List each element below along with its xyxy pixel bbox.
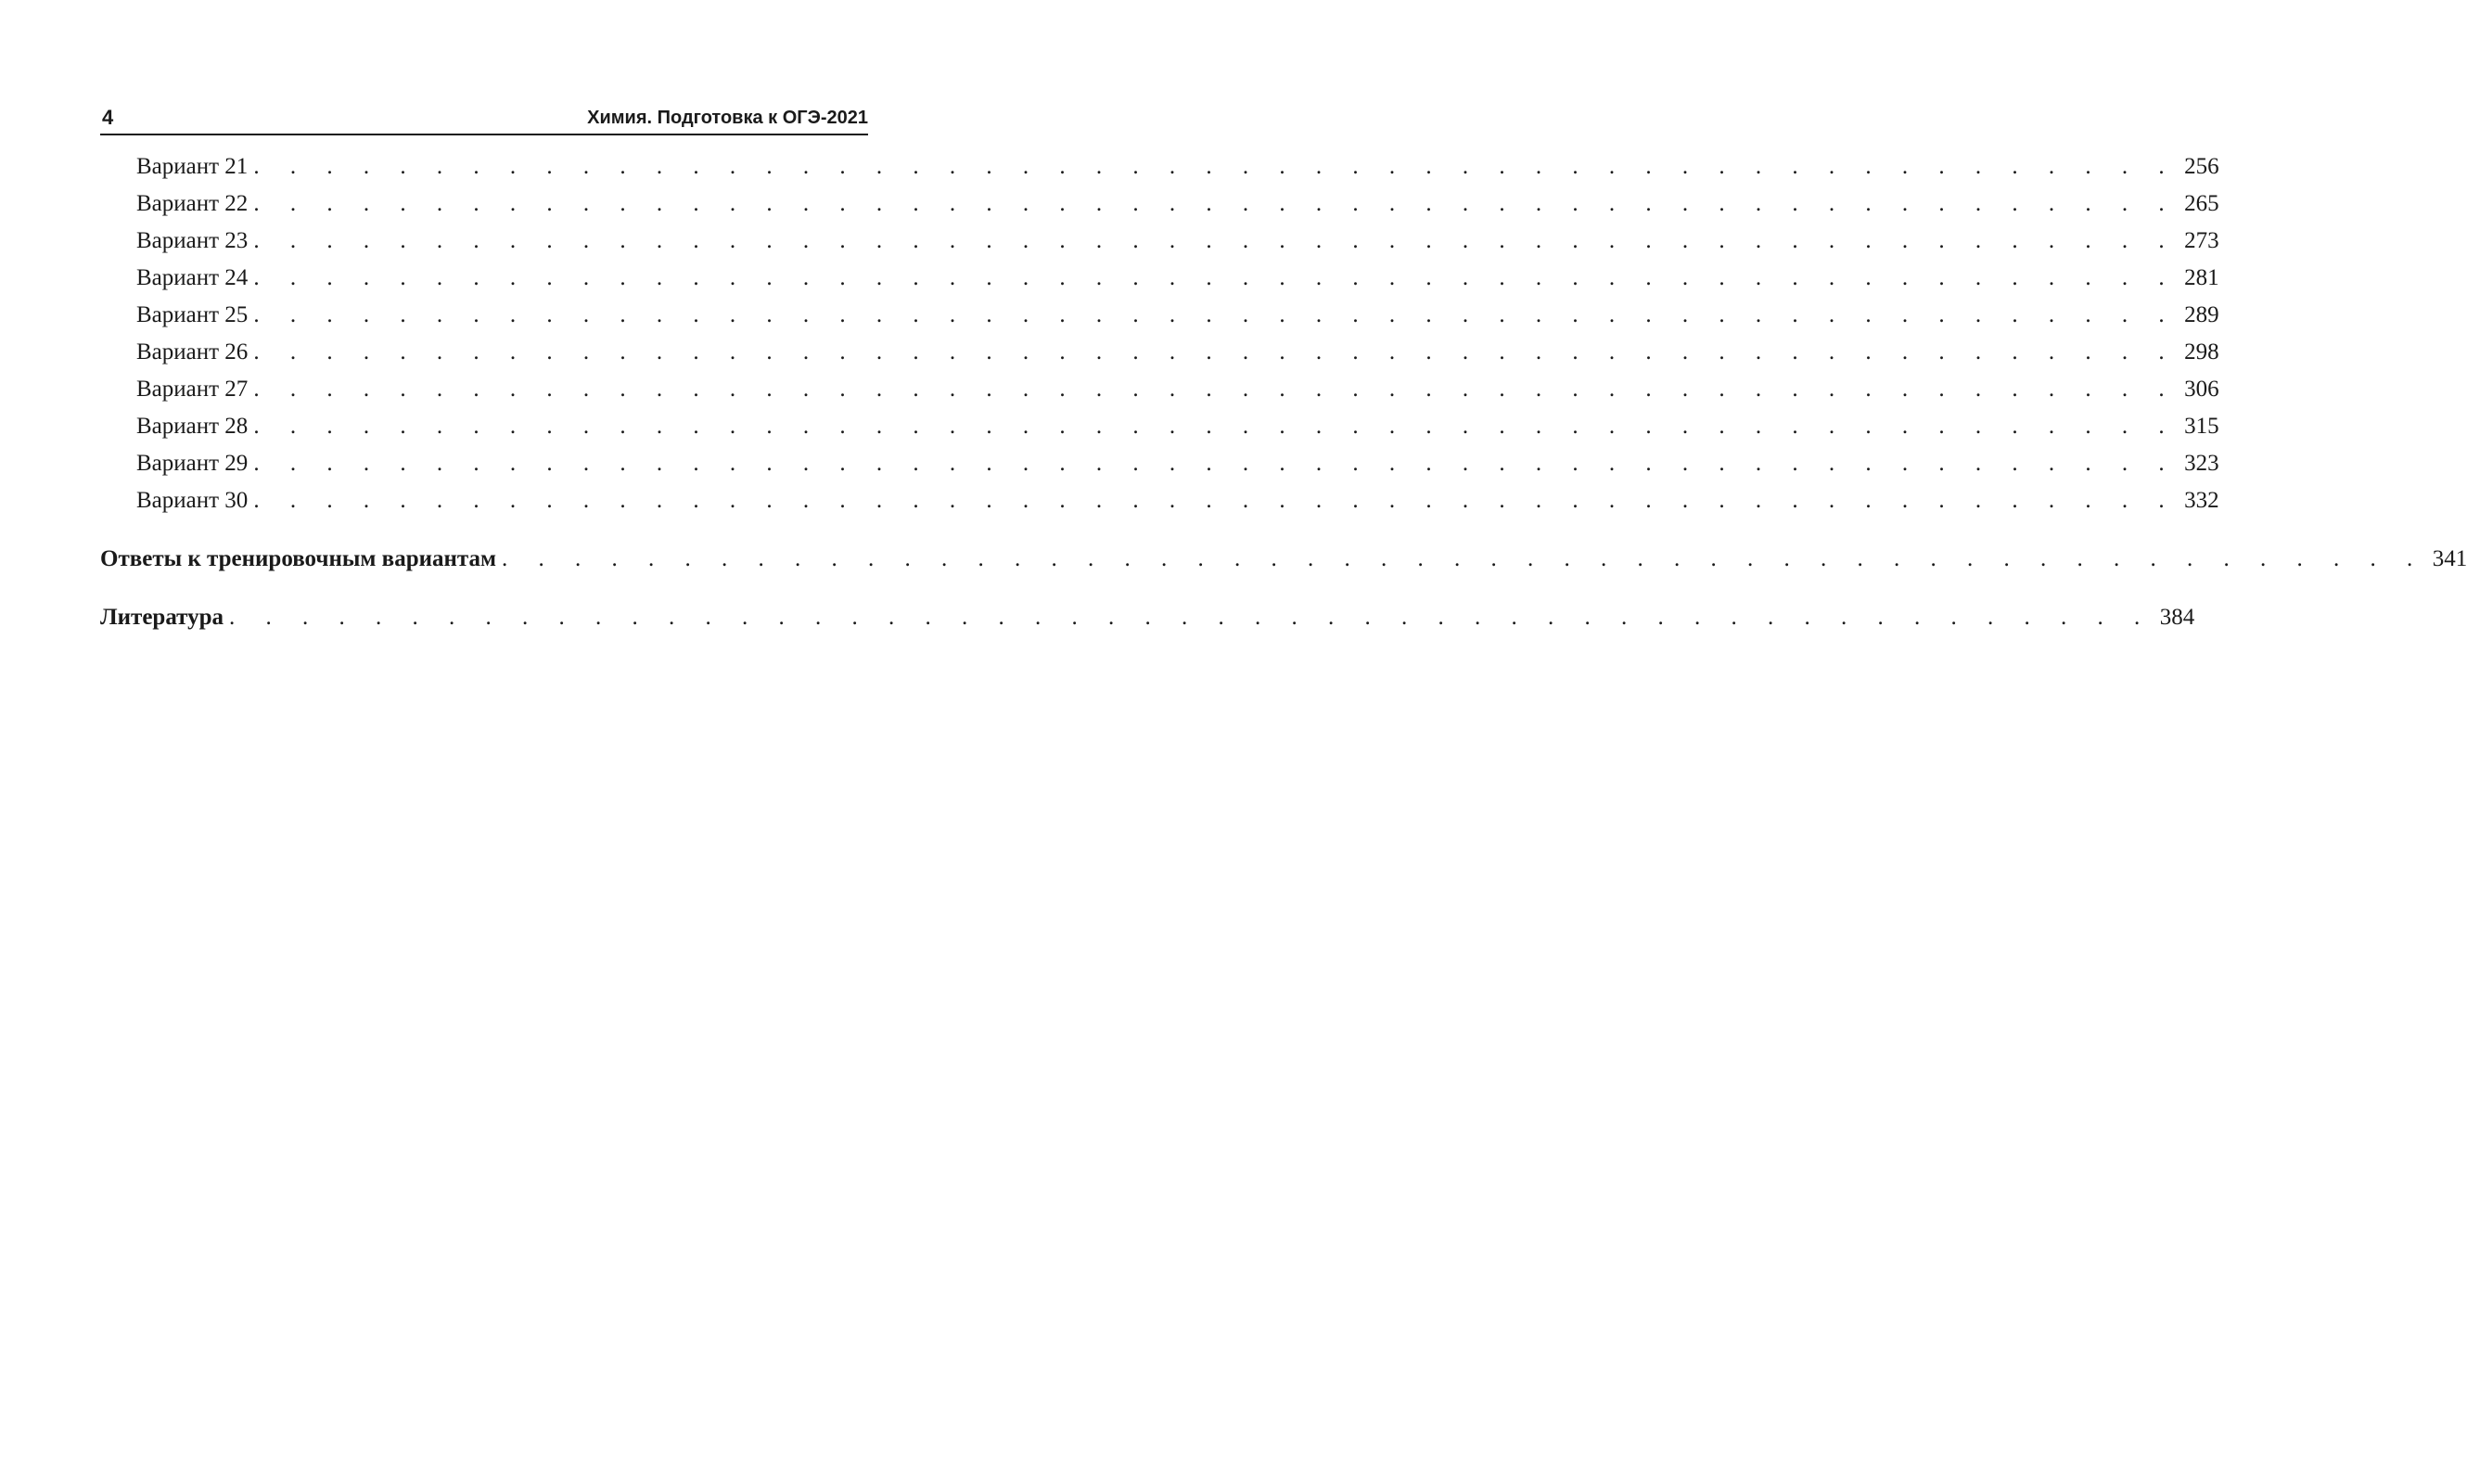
dot-leader: . . . . . . . . . . . . . . . . . . . . . . . . . . . . . . . . . . . . . . . . . . . . . . . . . . . . . — [229, 605, 2153, 630]
toc-entry-variant-24[interactable] — [100, 260, 2219, 297]
toc-entry-page: 273 — [2184, 228, 2219, 253]
toc-entry-label: Вариант 26 — [136, 339, 249, 365]
table-of-contents — [100, 148, 2467, 636]
page-number: 4 — [102, 106, 114, 129]
toc-entry-label: Литература — [100, 605, 224, 630]
toc-entry-label: Вариант 23 — [136, 228, 249, 253]
toc-entry-page: 289 — [2184, 302, 2219, 327]
toc-entry-variant-30[interactable] — [100, 482, 2219, 519]
toc-entry-page: 341 — [2432, 546, 2467, 571]
running-title: Химия. Подготовка к ОГЭ-2021 — [587, 108, 868, 128]
dot-leader: . . . . . . . . . . . . . . . . . . . . . . . . . . . . . . . . . . . . . . . . . . . . . . . . . . . . . — [253, 302, 2178, 327]
toc-entry-variant-26[interactable] — [100, 334, 2219, 371]
toc-entry-literature[interactable] — [100, 599, 2195, 636]
toc-entry-label: Вариант 22 — [136, 191, 249, 216]
dot-leader: . . . . . . . . . . . . . . . . . . . . . . . . . . . . . . . . . . . . . . . . . . . . . . . . . . . . . — [253, 414, 2178, 439]
dot-leader: . . . . . . . . . . . . . . . . . . . . . . . . . . . . . . . . . . . . . . . . . . . . . . . . . . . . . — [253, 191, 2178, 216]
toc-entry-variant-23[interactable] — [100, 223, 2219, 260]
dot-leader: . . . . . . . . . . . . . . . . . . . . . . . . . . . . . . . . . . . . . . . . . . . . . . . . . . . . . — [253, 488, 2178, 513]
toc-entry-label: Ответы к тренировочным вариантам — [100, 546, 497, 571]
toc-entry-page: 323 — [2184, 451, 2219, 476]
toc-entry-page: 298 — [2184, 339, 2219, 365]
toc-entry-label: Вариант 29 — [136, 451, 249, 476]
toc-entry-variant-27[interactable] — [100, 371, 2219, 408]
toc-entry-label: Вариант 28 — [136, 414, 249, 439]
toc-entry-page: 306 — [2184, 377, 2219, 402]
toc-entry-label: Вариант 24 — [136, 265, 249, 290]
toc-entry-label: Вариант 27 — [136, 377, 249, 402]
toc-entry-variant-28[interactable] — [100, 408, 2219, 445]
toc-entry-variant-22[interactable] — [100, 186, 2219, 223]
toc-entry-page: 332 — [2184, 488, 2219, 513]
dot-leader: . . . . . . . . . . . . . . . . . . . . . . . . . . . . . . . . . . . . . . . . . . . . . . . . . . . . . — [502, 546, 2425, 571]
dot-leader: . . . . . . . . . . . . . . . . . . . . . . . . . . . . . . . . . . . . . . . . . . . . . . . . . . . . . — [253, 339, 2178, 365]
toc-entry-answers[interactable] — [100, 541, 2467, 578]
dot-leader: . . . . . . . . . . . . . . . . . . . . . . . . . . . . . . . . . . . . . . . . . . . . . . . . . . . . . — [253, 265, 2178, 290]
toc-entry-page: 265 — [2184, 191, 2219, 216]
toc-entry-variant-29[interactable] — [100, 445, 2219, 482]
toc-entry-page: 256 — [2184, 154, 2219, 179]
toc-entry-label: Вариант 21 — [136, 154, 249, 179]
toc-entry-label: Вариант 25 — [136, 302, 249, 327]
toc-entry-variant-25[interactable] — [100, 297, 2219, 334]
toc-entry-page: 315 — [2184, 414, 2219, 439]
toc-entry-label: Вариант 30 — [136, 488, 249, 513]
dot-leader: . . . . . . . . . . . . . . . . . . . . . . . . . . . . . . . . . . . . . . . . . . . . . . . . . . . . . — [253, 377, 2178, 402]
toc-entry-page: 281 — [2184, 265, 2219, 290]
page-header — [100, 102, 868, 135]
dot-leader: . . . . . . . . . . . . . . . . . . . . . . . . . . . . . . . . . . . . . . . . . . . . . . . . . . . . . — [253, 228, 2178, 253]
dot-leader: . . . . . . . . . . . . . . . . . . . . . . . . . . . . . . . . . . . . . . . . . . . . . . . . . . . . . — [253, 154, 2178, 179]
dot-leader: . . . . . . . . . . . . . . . . . . . . . . . . . . . . . . . . . . . . . . . . . . . . . . . . . . . . . — [253, 451, 2178, 476]
toc-entry-variant-21[interactable] — [100, 148, 2219, 186]
toc-entry-page: 384 — [2159, 605, 2195, 630]
